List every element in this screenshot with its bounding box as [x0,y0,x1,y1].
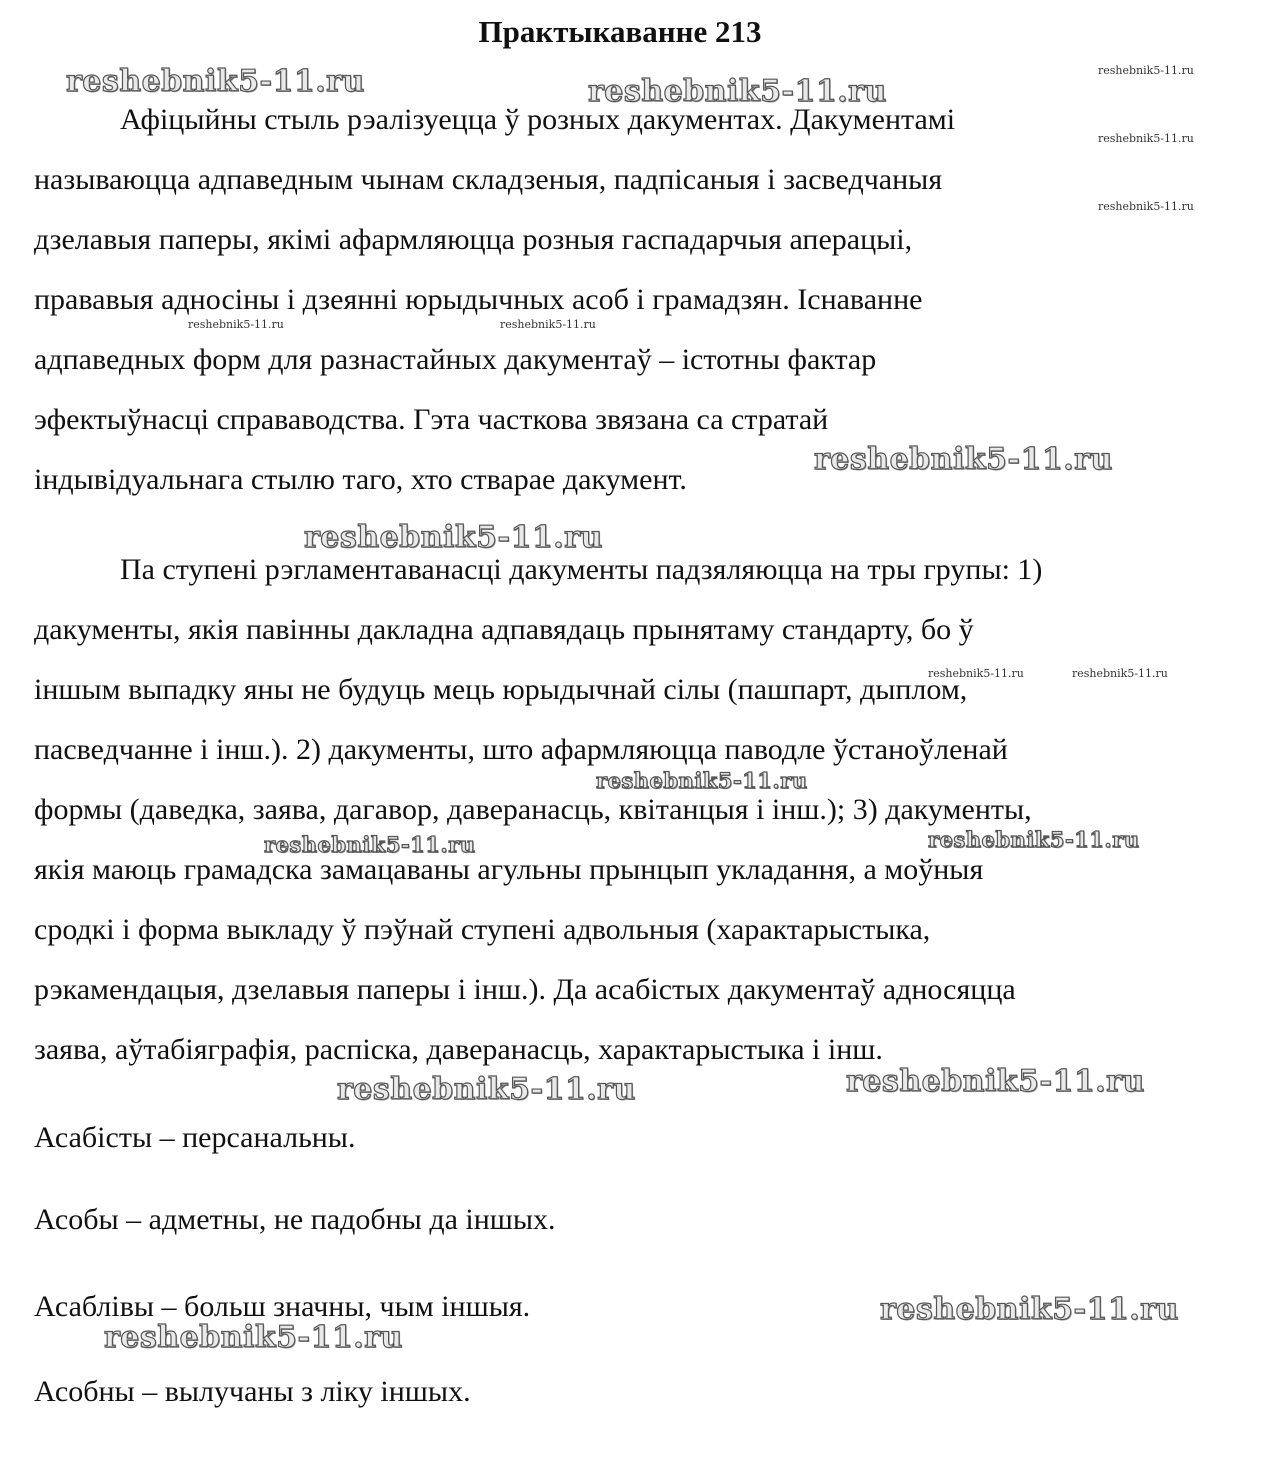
watermark: reshebnik5-11.ru [846,1064,1145,1099]
watermark: reshebnik5-11.ru [188,318,284,331]
watermark: reshebnik5-11.ru [500,318,596,331]
text-line: якія маюць грамадска замацаваны агульны прынцып укладання, а моўныя [34,853,984,886]
definition-line: Асобы – адметны, не падобны да іншых. [34,1203,556,1236]
watermark: reshebnik5-11.ru [1098,200,1194,213]
watermark: reshebnik5-11.ru [928,667,1024,680]
text-line: сродкі і форма выкладу ў пэўнай ступені адвольныя (характарыстыка, [34,913,931,946]
definition-line: Асаблівы – больш значны, чым іншыя. [34,1290,531,1323]
text-line: рэкамендацыя, дзелавыя паперы і інш.). Да асабістых дакументаў адносяцца [34,973,1016,1006]
text-line: індывідуальнага стылю таго, хто стварае дакумент. [34,463,687,496]
text-line: дакументы, якія павінны дакладна адпавядаць прынятаму стандарту, бо ў [34,613,974,646]
watermark: reshebnik5-11.ru [814,442,1113,477]
text-line: дзелавыя паперы, якімі афармляюцца розныя гаспадарчыя аперацыі, [34,223,913,256]
watermark: reshebnik5-11.ru [588,74,887,109]
watermark: reshebnik5-11.ru [66,64,365,99]
text-line: іншым выпадку яны не будуць мець юрыдычнай сілы (пашпарт, дыплом, [34,673,968,706]
watermark: reshebnik5-11.ru [337,1072,636,1107]
text-line: Афіцыйны стыль рэалізуецца ў розных дакументах. Дакументамі [120,103,956,136]
watermark: reshebnik5-11.ru [264,832,476,857]
watermark: reshebnik5-11.ru [928,827,1140,852]
text-line: формы (даведка, заява, дагавор, даверанасць, квітанцыя і інш.); 3) дакументы, [34,793,1032,826]
watermark: reshebnik5-11.ru [1098,132,1194,145]
watermark: reshebnik5-11.ru [880,1292,1179,1327]
definition-line: Асабісты – персанальны. [34,1121,356,1154]
text-line: адпаведных форм для разнастайных дакументаў – істотны фактар [34,343,877,376]
watermark: reshebnik5-11.ru [104,1320,403,1355]
page-title: Практыкаванне 213 [478,14,762,49]
watermark: reshebnik5-11.ru [304,520,603,555]
watermark: reshebnik5-11.ru [1072,667,1168,680]
text-line: называюцца адпаведным чынам складзеныя, падпісаныя і засведчаныя [34,163,943,196]
definition-line: Асобны – вылучаны з ліку іншых. [34,1375,471,1408]
text-line: прававыя адносіны і дзеянні юрыдычных асоб і грамадзян. Існаванне [34,283,923,316]
text-line: заява, аўтабіяграфія, распіска, даверанасць, характарыстыка і інш. [34,1033,883,1066]
watermark: reshebnik5-11.ru [596,768,808,793]
text-line: эфектыўнасці справаводства. Гэта часткова звязана са стратай [34,403,829,436]
text-line: пасведчанне і інш.). 2) дакументы, што афармляюцца паводле ўстаноўленай [34,733,1008,766]
watermark: reshebnik5-11.ru [1098,64,1194,77]
text-line: Па ступені рэгламентаванасці дакументы падзяляюцца на тры групы: 1) [120,553,1043,586]
